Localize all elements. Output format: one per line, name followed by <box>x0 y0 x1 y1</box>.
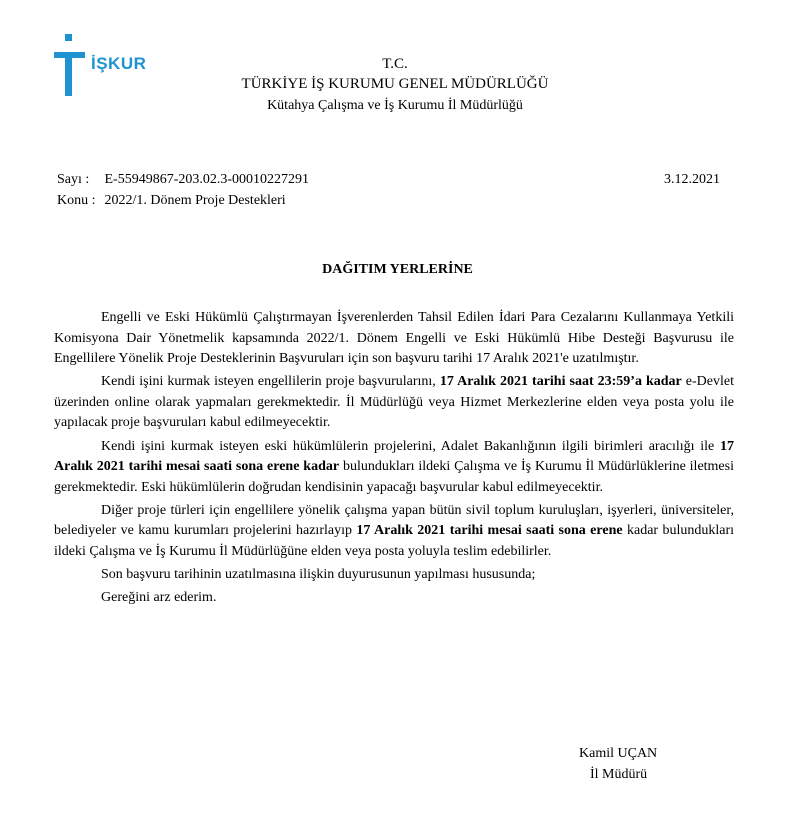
p4-text-c: kadar bulundukları ildeki Çalışma ve İş Kurumu İl Müdürlüğüne elden veya posta yoluyla teslim edebilirler. <box>54 523 735 560</box>
paragraph-1: Engelli ve Eski Hükümlü Çalıştırmayan İşverenlerden Tahsil Edilen İdari Para Cezalarını Kullanmaya Yetkili Komisyona Dair Yönetmelik kapsamında 2022/1. Dönem Engelli ve Eski Hükümlü Hibe Desteği Başvurusu ile Engellilere Yönelik Proje Desteklerinin Başvuruları için son başvuru tarihi 17 Aralık 2021'e uzatılmıştır. <box>54 310 734 367</box>
distribution-title: DAĞITIM YERLERİNE <box>322 262 473 277</box>
paragraph-3 <box>54 437 734 499</box>
p4-deadline: 17 Aralık 2021 tarihi mesai saati sona erene <box>356 523 623 539</box>
header-institution: TÜRKİYE İŞ KURUMU GENEL MÜDÜRLÜĞÜ <box>241 76 549 92</box>
letter-body <box>54 308 734 611</box>
signatory-title: İl Müdürü <box>590 767 648 782</box>
meta-sayi <box>57 172 309 188</box>
iskur-logo-text: İŞKUR <box>91 54 147 73</box>
paragraph-5: Son başvuru tarihinin uzatılmasına ilişkin duyurusunun yapılması hususunda; <box>101 567 536 583</box>
letter-date: 3.12.2021 <box>664 172 720 187</box>
paragraph-6: Gereğini arz ederim. <box>101 590 217 606</box>
p3-deadline: 17 Aralık 2021 tarihi mesai saati sona erene kadar <box>54 438 734 475</box>
p2-text-a: Kendi işini kurmak isteyen engellilerin proje başvurularını, <box>101 374 440 390</box>
paragraph-4 <box>54 501 734 563</box>
signatory-name: Kamil UÇAN <box>579 746 658 761</box>
p4-text-a: Diğer proje türleri için engellilere yönelik çalışma yapan bütün sivil toplum kuruluşları, işyerleri, üniversiteler, belediyeler ve kamu kurumları projelerini hazırlayıp <box>54 502 734 539</box>
header-directorate: Kütahya Çalışma ve İş Kurumu İl Müdürlüğü <box>267 98 523 113</box>
sayi-value: E-55949867-203.02.3-00010227291 <box>104 172 310 187</box>
meta-konu <box>57 193 286 209</box>
p3-text-c: bulundukları ildeki Çalışma ve İş Kurumu İl Müdürlüklerine iletmesi gerekmektedir. Eski hükümlülerin doğrudan kendisinin yapacağı başvurular kabul edilmeyecektir. <box>54 459 734 495</box>
p2-text-c: e-Devlet üzerinden online olarak yapmaları gerekmektedir. İl Müdürlüğü veya Hizmet Merkezlerine elden veya posta yolu ile yapılacak proje başvuruları kabul edilmeyecektir. <box>54 374 735 431</box>
p2-deadline: 17 Aralık 2021 tarihi saat 23:59’a kadar <box>439 374 682 390</box>
paragraph-2 <box>54 372 734 434</box>
konu-value: 2022/1. Dönem Proje Destekleri <box>104 193 286 208</box>
header-tc: T.C. <box>382 56 408 72</box>
konu-label: Konu : <box>57 193 96 208</box>
p3-text-a: Kendi işini kurmak isteyen eski hükümlülerin projelerini, Adalet Bakanlığının ilgili birimleri aracılığı ile <box>101 438 720 454</box>
sayi-label: Sayı : <box>57 172 90 187</box>
